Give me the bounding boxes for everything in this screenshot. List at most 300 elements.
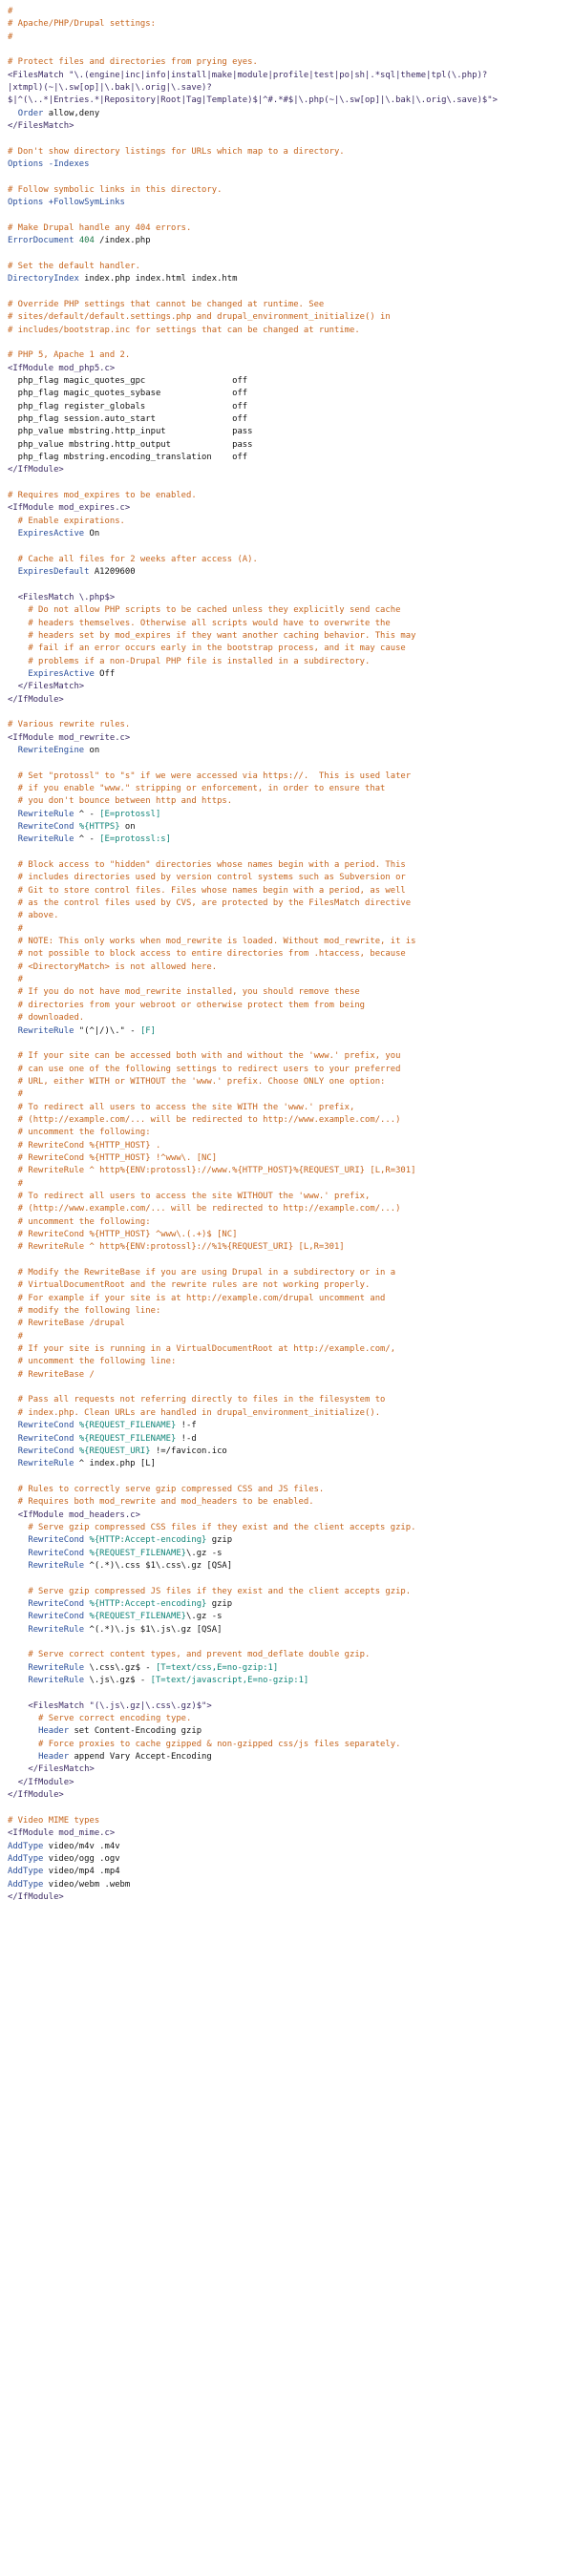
code-line <box>8 528 573 540</box>
variable-token: [F] <box>139 1025 156 1036</box>
comment-token: # Rules to correctly serve gzip compressed CSS and JS files. <box>8 1484 325 1494</box>
comment-token: # Various rewrite rules. <box>8 720 131 730</box>
code-line <box>8 1573 573 1585</box>
code-line <box>8 1178 573 1191</box>
code-line <box>8 795 573 808</box>
directive-token: AddType <box>8 1853 44 1864</box>
code-line <box>8 643 573 655</box>
comment-token: # To redirect all users to access the site WITHOUT the 'www.' prefix, <box>8 1191 371 1201</box>
comment-token: # <box>8 7 13 16</box>
code-line <box>8 108 573 120</box>
comment-token: # URL, either WITH or WITHOUT the 'www.' prefix. Choose ONLY one option: <box>8 1076 386 1087</box>
code-line <box>8 1088 573 1101</box>
comment-token: # index.php. Clean URLs are handled in drupal_environment_initialize(). <box>8 1407 381 1418</box>
code-line <box>8 847 573 859</box>
comment-token: # NOTE: This only works when mod_rewrite is loaded. Without mod_rewrite, it is <box>8 937 416 947</box>
code-line <box>8 757 573 770</box>
code-line <box>8 82 573 95</box>
text-token: index.php index.html index.htm <box>78 274 238 285</box>
comment-token: # includes directories used by version control systems such as Subversion or <box>8 873 406 883</box>
comment-token: # Serve correct encoding type. <box>8 1714 192 1724</box>
comment-token: # headers themselves. Otherwise all scripts would have to overwrite the <box>8 618 391 628</box>
text-token: gzip <box>206 1598 233 1609</box>
variable-token: %{REQUEST_URI} <box>78 1446 151 1456</box>
code-line <box>8 273 573 285</box>
comment-token: # RewriteCond %{HTTP_HOST} !^www\. [NC] <box>8 1152 218 1163</box>
tag-token: <IfModule mod_headers.c> <box>17 1510 140 1520</box>
comment-token: # <box>8 1089 24 1100</box>
code-line <box>8 1394 573 1406</box>
code-line <box>8 1076 573 1088</box>
code-line <box>8 502 573 515</box>
code-line <box>8 1458 573 1470</box>
code-line <box>8 133 573 145</box>
code-line <box>8 1471 573 1484</box>
code-line <box>8 95 573 107</box>
directive-token: Header <box>38 1726 70 1737</box>
text-token: gzip <box>206 1535 233 1546</box>
code-line <box>8 1891 573 1904</box>
code-line <box>8 158 573 171</box>
comment-token: # <box>8 923 24 934</box>
comment-token: # <DirectoryMatch> is not allowed here. <box>8 961 218 972</box>
code-line <box>8 248 573 261</box>
comment-token: # If you do not have mod_rewrite installed, you should remove these <box>8 987 360 998</box>
variable-token: %{REQUEST_FILENAME} <box>89 1612 187 1622</box>
code-line <box>8 1827 573 1840</box>
variable-token: %{REQUEST_FILENAME} <box>78 1421 177 1431</box>
code-line <box>8 146 573 158</box>
code-line <box>8 809 573 821</box>
code-line <box>8 1203 573 1215</box>
comment-token: # Requires both mod_rewrite and mod_headers to be enabled. <box>8 1497 314 1508</box>
comment-token: # headers set by mod_expires if they want another caching behavior. This may <box>8 630 416 641</box>
code-line <box>8 859 573 872</box>
text-token <box>8 567 18 577</box>
code-line <box>8 1191 573 1203</box>
comment-token: # Git to store control files. Files whose names begin with a period, as well <box>8 885 406 896</box>
code-line <box>8 1241 573 1254</box>
code-line <box>8 1548 573 1560</box>
directive-token: ExpiresActive <box>17 529 85 539</box>
variable-token: %{HTTP:Accept-encoding} <box>89 1598 207 1609</box>
code-line <box>8 540 573 553</box>
code-line <box>8 821 573 834</box>
variable-token: [E=protossl:s] <box>99 834 171 845</box>
code-line <box>8 910 573 922</box>
code-line <box>8 897 573 910</box>
comment-token: # Block access to "hidden" directories whose names begin with a period. This <box>8 860 406 871</box>
comment-token: # Override PHP settings that cannot be changed at runtime. See <box>8 299 325 309</box>
code-line <box>8 1789 573 1802</box>
comment-token: # Modify the RewriteBase if you are using Drupal in a subdirectory or in a <box>8 1268 396 1278</box>
text-token: /index.php <box>94 236 151 246</box>
code-line <box>8 1866 573 1878</box>
code-line <box>8 388 573 400</box>
text-token <box>8 1752 38 1762</box>
number-token: 404 <box>78 236 95 246</box>
variable-token: [E=protossl] <box>99 809 161 819</box>
code-line <box>8 604 573 617</box>
comment-token: # Video MIME types <box>8 1815 100 1826</box>
text-token <box>8 1764 28 1774</box>
text-token: video/mp4 .mp4 <box>43 1867 120 1877</box>
code-line <box>8 579 573 591</box>
code-line <box>8 286 573 299</box>
code-line <box>8 1496 573 1509</box>
code-line <box>8 222 573 235</box>
text-token <box>8 1701 28 1711</box>
code-line <box>8 1140 573 1152</box>
text-token: ^ index.php [L] <box>74 1459 156 1469</box>
comment-token: # Requires mod_expires to be enabled. <box>8 491 197 501</box>
directive-token: ExpiresDefault <box>17 567 90 578</box>
code-line <box>8 1611 573 1623</box>
code-line <box>8 1484 573 1496</box>
variable-token: %{HTTP:Accept-encoding} <box>89 1535 207 1546</box>
comment-token: # RewriteCond %{HTTP_HOST} . <box>8 1140 161 1151</box>
code-line <box>8 681 573 693</box>
code-line <box>8 1586 573 1598</box>
code-line <box>8 1127 573 1139</box>
tag-token: <IfModule mod_rewrite.c> <box>8 732 131 743</box>
text-token: php_flag session.auto_start off <box>8 414 248 424</box>
comment-token: # If your site can be accessed both with and without the 'www.' prefix, you <box>8 1051 401 1062</box>
comment-token: # <box>8 32 13 42</box>
directive-token: RewriteRule <box>17 1459 74 1469</box>
comment-token: # RewriteBase /drupal <box>8 1319 125 1329</box>
code-line <box>8 1216 573 1229</box>
code-line <box>8 694 573 707</box>
comment-token: # For example if your site is at http://example.com/drupal uncomment and <box>8 1293 386 1303</box>
directive-token: RewriteCond <box>28 1598 85 1609</box>
text-token: append Vary Accept-Encoding <box>69 1752 212 1763</box>
code-line <box>8 974 573 986</box>
code-line <box>8 1510 573 1522</box>
tag-token: </FilesMatch> <box>28 1764 95 1775</box>
code-line <box>8 1522 573 1534</box>
code-line <box>8 566 573 579</box>
tag-token: |xtmpl)(~|\.sw[op]|\.bak|\.orig|\.save)? <box>8 83 212 94</box>
code-line <box>8 70 573 82</box>
variable-token: [T=text/css,E=no-gzip:1] <box>155 1662 279 1673</box>
code-line <box>8 1802 573 1814</box>
code-line <box>8 1624 573 1636</box>
variable-token: %{REQUEST_FILENAME} <box>78 1433 177 1444</box>
code-line <box>8 452 573 464</box>
code-line <box>8 401 573 413</box>
text-token: !-d <box>176 1433 197 1444</box>
code-line <box>8 375 573 388</box>
text-token <box>8 1599 28 1609</box>
text-token <box>8 1446 18 1456</box>
code-line <box>8 56 573 69</box>
tag-token: </IfModule> <box>8 694 64 705</box>
text-token: \.gz -s <box>186 1612 223 1622</box>
text-token <box>8 1434 18 1444</box>
comment-token: # Make Drupal handle any 404 errors. <box>8 222 192 233</box>
code-line <box>8 986 573 999</box>
comment-token: # uncomment the following: <box>8 1128 151 1138</box>
text-token <box>8 1726 38 1736</box>
code-line <box>8 44 573 56</box>
tag-token: $|^(\..*|Entries.*|Repository|Root|Tag|Template)$|^#.*#$|\.php(~|\.sw[op]|\.bak|\.orig\.save)$"> <box>8 95 498 106</box>
text-token: php_flag magic_quotes_sybase off <box>8 389 248 399</box>
code-line <box>8 923 573 936</box>
text-token <box>8 1778 18 1787</box>
code-line <box>8 184 573 197</box>
code-line <box>8 210 573 222</box>
code-line <box>8 1279 573 1292</box>
code-line <box>8 1662 573 1675</box>
tag-token: <FilesMatch "(\.js\.gz|\.css\.gz)$"> <box>28 1700 212 1711</box>
comment-token: # not possible to block access to entire directories from .htaccess, because <box>8 949 406 960</box>
code-line <box>8 872 573 884</box>
comment-token: # (http://www.example.com/... will be redirected to http://example.com/...) <box>8 1204 401 1214</box>
directive-token: RewriteCond <box>28 1612 85 1622</box>
text-token <box>8 834 18 844</box>
code-line <box>8 171 573 183</box>
text-token: \.css\.gz$ - <box>84 1662 156 1673</box>
variable-token: [T=text/javascript,E=no-gzip:1] <box>150 1676 309 1686</box>
text-token: On <box>84 529 100 539</box>
code-line <box>8 1853 573 1866</box>
code-line <box>8 745 573 757</box>
code-line <box>8 1700 573 1713</box>
code-line <box>8 961 573 974</box>
directive-token: RewriteCond <box>28 1548 85 1558</box>
text-token: ^(.*)\.css $1\.css\.gz [QSA] <box>84 1560 233 1571</box>
directive-token: Options <box>8 159 44 170</box>
text-token <box>8 1612 28 1621</box>
directive-token: AddType <box>8 1867 44 1877</box>
comment-token: # <box>8 1178 24 1189</box>
text-token <box>8 109 18 118</box>
comment-token: # includes/bootstrap.inc for settings that can be changed at runtime. <box>8 325 360 335</box>
code-line <box>8 1407 573 1420</box>
tag-token: <IfModule mod_mime.c> <box>8 1828 116 1839</box>
code-line <box>8 1000 573 1012</box>
code-line <box>8 936 573 948</box>
code-line <box>8 120 573 133</box>
text-token: allow,deny <box>43 108 100 118</box>
code-line <box>8 6 573 18</box>
code-line <box>8 1293 573 1305</box>
code-line <box>8 1102 573 1114</box>
code-line <box>8 618 573 630</box>
code-line <box>8 1025 573 1038</box>
code-line <box>8 668 573 681</box>
code-line <box>8 1433 573 1446</box>
text-token <box>8 1549 28 1558</box>
directive-token: RewriteCond <box>28 1535 85 1546</box>
directive-token: Options <box>8 198 44 208</box>
text-token: on <box>119 822 136 832</box>
code-line <box>8 1114 573 1127</box>
code-line <box>8 261 573 273</box>
text-token: "(^|/)\." - <box>74 1025 140 1036</box>
text-token: ^(.*)\.js $1\.js\.gz [QSA] <box>84 1624 223 1635</box>
code-line <box>8 1879 573 1891</box>
code-line <box>8 834 573 846</box>
code-line <box>8 1012 573 1024</box>
code-line <box>8 1446 573 1458</box>
code-line <box>8 1050 573 1063</box>
text-token: ^ - <box>74 809 100 819</box>
code-line <box>8 337 573 349</box>
comment-token: # Follow symbolic links in this directory. <box>8 184 223 195</box>
tag-token: <IfModule mod_expires.c> <box>8 503 131 514</box>
comment-token: # Set "protossl" to "s" if we were accessed via https://. This is used later <box>8 771 412 781</box>
comment-token: # <box>8 975 24 985</box>
text-token <box>8 822 18 832</box>
code-line <box>8 299 573 311</box>
text-token <box>8 593 18 602</box>
text-token: Off <box>94 668 116 679</box>
comment-token: # Serve gzip compressed CSS files if they exist and the client accepts gzip. <box>8 1522 416 1532</box>
directive-token: +FollowSymLinks <box>48 198 125 208</box>
comment-token: # If your site is running in a VirtualDocumentRoot at http://example.com/, <box>8 1344 396 1355</box>
code-line <box>8 1841 573 1853</box>
comment-token: # Set the default handler. <box>8 261 140 271</box>
code-line <box>8 771 573 783</box>
code-line <box>8 1534 573 1547</box>
comment-token: # directories from your webroot or otherwise protect them from being <box>8 1000 366 1010</box>
comment-token: # RewriteBase / <box>8 1369 95 1380</box>
text-token: \.gz -s <box>186 1548 223 1558</box>
comment-token: # RewriteRule ^ http%{ENV:protossl}://www.%{HTTP_HOST}%{REQUEST_URI} [L,R=301] <box>8 1166 416 1176</box>
directive-token: ExpiresActive <box>28 668 95 679</box>
text-token <box>8 746 18 755</box>
code-line <box>8 1560 573 1573</box>
comment-token: # (http://example.com/... will be redirected to http://www.example.com/...) <box>8 1114 401 1125</box>
code-line <box>8 325 573 337</box>
comment-token: # fail if an error occurs early in the bootstrap process, and it may cause <box>8 644 406 654</box>
comment-token: # can use one of the following settings to redirect users to your preferred <box>8 1064 401 1074</box>
text-token <box>8 682 18 691</box>
code-line <box>8 1675 573 1687</box>
text-token: ^ - <box>74 834 100 845</box>
comment-token: # uncomment the following: <box>8 1216 151 1227</box>
comment-token: # PHP 5, Apache 1 and 2. <box>8 350 131 361</box>
comment-token: # you don't bounce between http and https. <box>8 796 233 807</box>
code-line <box>8 948 573 961</box>
directive-token: RewriteRule <box>28 1662 85 1673</box>
code-line <box>8 1064 573 1076</box>
code-line <box>8 197 573 209</box>
text-token: \.js\.gz$ - <box>84 1676 151 1686</box>
code-line <box>8 1152 573 1165</box>
code-line <box>8 1649 573 1661</box>
code-line <box>8 1751 573 1763</box>
directive-token: RewriteRule <box>28 1624 85 1635</box>
text-token: set Content-Encoding gzip <box>69 1726 202 1737</box>
comment-token: # Cache all files for 2 weeks after access (A). <box>8 554 258 564</box>
code-line <box>8 707 573 719</box>
text-token: !=/favicon.ico <box>150 1446 227 1456</box>
comment-token: # if you enable "www." stripping or enforcement, in order to ensure that <box>8 783 386 793</box>
text-token: php_flag magic_quotes_gpc off <box>8 375 248 386</box>
code-line <box>8 235 573 247</box>
directive-token: RewriteCond <box>17 1433 74 1444</box>
directive-token: AddType <box>8 1841 44 1851</box>
code-line <box>8 1038 573 1050</box>
comment-token: # problems if a non-Drupal PHP file is installed in a subdirectory. <box>8 656 371 666</box>
code-line <box>8 516 573 528</box>
text-token: video/m4v .m4v <box>43 1841 120 1851</box>
comment-token: # Force proxies to cache gzipped & non-gzipped css/js files separately. <box>8 1739 401 1749</box>
code-line <box>8 1267 573 1279</box>
code-line <box>8 32 573 44</box>
code-line <box>8 477 573 490</box>
text-token: video/webm .webm <box>43 1879 131 1890</box>
tag-token: <IfModule mod_php5.c> <box>8 363 116 373</box>
comment-token: # RewriteRule ^ http%{ENV:protossl}://%1%{REQUEST_URI} [L,R=301] <box>8 1242 345 1253</box>
comment-token: # uncomment the following line: <box>8 1357 177 1367</box>
comment-token: # as the control files used by CVS, are protected by the FilesMatch directive <box>8 898 412 909</box>
comment-token: # above. <box>8 911 59 921</box>
code-line <box>8 1598 573 1611</box>
comment-token: # Enable expirations. <box>8 516 125 526</box>
code-line <box>8 1343 573 1356</box>
comment-token: # VirtualDocumentRoot and the rewrite rules are not working properly. <box>8 1280 371 1291</box>
code-line <box>8 1356 573 1368</box>
tag-token: <FilesMatch \.php$> <box>17 592 116 602</box>
code-line <box>8 311 573 324</box>
text-token <box>8 669 28 679</box>
code-line <box>8 592 573 604</box>
directive-token: RewriteRule <box>28 1560 85 1571</box>
tag-token: </FilesMatch> <box>8 121 74 132</box>
code-line <box>8 1777 573 1789</box>
code-line <box>8 413 573 426</box>
text-token: A1209600 <box>89 567 136 578</box>
comment-token: # Pass all requests not referring directly to files in the filesystem to <box>8 1395 386 1405</box>
code-line <box>8 1815 573 1827</box>
code-line <box>8 1318 573 1330</box>
tag-token: </IfModule> <box>8 465 64 475</box>
text-token <box>8 1663 28 1673</box>
text-token: on <box>84 745 100 755</box>
directive-token: Header <box>38 1752 70 1763</box>
text-token: php_value mbstring.http_output pass <box>8 439 253 450</box>
code-line <box>8 1725 573 1738</box>
directive-token: RewriteCond <box>17 822 74 832</box>
code-line <box>8 1229 573 1241</box>
directive-token: RewriteRule <box>17 1025 74 1036</box>
code-line <box>8 18 573 31</box>
code-line <box>8 349 573 362</box>
text-token: php_flag mbstring.encoding_translation off <box>8 453 248 463</box>
directive-token: ErrorDocument <box>8 236 74 246</box>
directive-token: RewriteCond <box>17 1446 74 1456</box>
comment-token: # Do not allow PHP scripts to be cached unless they explicitly send cache <box>8 605 401 616</box>
directive-token: RewriteRule <box>17 809 74 819</box>
directive-token: Order <box>17 108 44 118</box>
code-line <box>8 630 573 643</box>
code-line <box>8 1739 573 1751</box>
comment-token: # sites/default/default.settings.php and drupal_environment_initialize() in <box>8 312 391 323</box>
code-line <box>8 1369 573 1382</box>
comment-token: # <box>8 1331 24 1341</box>
text-token <box>8 810 18 819</box>
code-line <box>8 464 573 476</box>
code-line <box>8 554 573 566</box>
directive-token: -Indexes <box>48 159 90 170</box>
comment-token: # modify the following line: <box>8 1306 161 1317</box>
text-token <box>8 1421 18 1430</box>
code-line <box>8 885 573 897</box>
